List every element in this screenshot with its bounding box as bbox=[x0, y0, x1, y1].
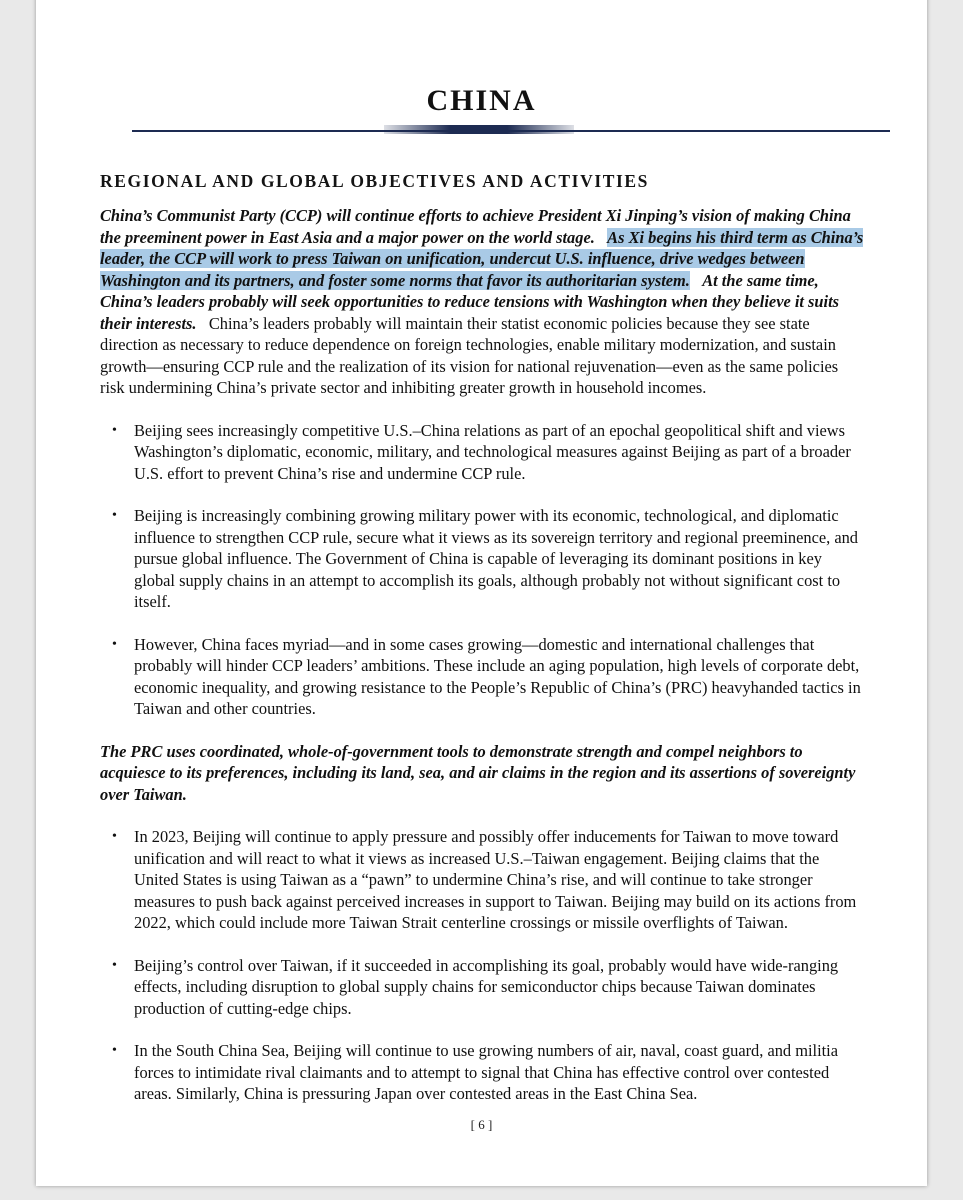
page-number: [ 6 ] bbox=[470, 1117, 493, 1132]
list-item-text: Beijing is increasingly combining growing military power with its economic, technological, and diplomatic influence to strengthen CCP rule, secure what it views as its sovereign territory and regional preeminence, and pursue global influence. The Government of China is capable of leveraging its dominant positions in key global supply chains in an attempt to accomplish its goals, although probably not without significant cost to itself. bbox=[134, 506, 858, 611]
title-rule-accent bbox=[384, 125, 574, 134]
bullet-icon: • bbox=[112, 957, 117, 973]
second-lead-paragraph: The PRC uses coordinated, whole-of-government tools to demonstrate strength and compel neighbors to acquiesce to its preferences, including its land, sea, and air claims in the region and its assertions of sovereignty over Taiwan. bbox=[100, 741, 856, 804]
list-item-text: In 2023, Beijing will continue to apply pressure and possibly offer inducements for Taiwan to move toward unification and will react to what it views as increased U.S.–Taiwan engagement. Beijing claims that the United States is using Taiwan as a “pawn” to undermine China’s rise, and will continue to take stronger measures to push back against perceived increases in support to Taiwan. Beijing may build on its actions from 2022, which could include more Taiwan Strait centerline crossings or missile overflights of Taiwan. bbox=[134, 827, 857, 932]
list-item bbox=[100, 420, 866, 485]
list-item bbox=[100, 505, 866, 613]
bullet-icon: • bbox=[112, 829, 117, 844]
document-page bbox=[36, 0, 927, 1186]
bullet-icon: • bbox=[112, 422, 117, 438]
list-item bbox=[100, 955, 866, 1020]
page-title: CHINA bbox=[426, 84, 537, 117]
bullet-icon: • bbox=[112, 636, 117, 652]
list-item bbox=[100, 826, 866, 934]
list-item-text: Beijing sees increasingly competitive U.S.–China relations as part of an epochal geopolitical shift and views Washington’s diplomatic, economic, military, and technological measures against Beijing as part of a broader U.S. effort to prevent China’s rise and undermine CCP rule. bbox=[134, 420, 851, 483]
body-content bbox=[100, 205, 866, 1105]
list-item-text: However, China faces myriad—and in some cases growing—domestic and international challenges that probably will hinder CCP leaders’ ambitions. These include an aging population, high levels of corporate debt, economic inequality, and growing resistance to the People’s Republic of China’s (PRC) heavyhanded tactics in Taiwan and other countries. bbox=[134, 634, 861, 718]
intro-highlighted-text[interactable]: As Xi begins his third term as China’s leader, the CCP will work to press Taiwan on unification, undercut U.S. influence, drive wedges between Washington and its partners, and foster some norms that favor its authoritarian system. bbox=[100, 227, 864, 290]
bullet-icon: • bbox=[112, 508, 117, 523]
bullet-icon: • bbox=[112, 1043, 117, 1058]
list-item bbox=[100, 634, 866, 720]
intro-paragraph bbox=[100, 205, 866, 399]
bullet-list-1 bbox=[100, 420, 866, 720]
section-heading: REGIONAL AND GLOBAL OBJECTIVES AND ACTIVITIES bbox=[100, 171, 650, 191]
intro-body: China’s leaders probably will maintain their statist economic policies because they see state direction as necessary to reduce dependence on foreign technologies, enable military modernization, and sustain growth—ensuring CCP rule and the realization of its vision for national rejuvenation—even as the same policies risk undermining China’s private sector and inhibiting greater growth in household incomes. bbox=[100, 313, 839, 397]
list-item-text: In the South China Sea, Beijing will continue to use growing numbers of air, naval, coast guard, and militia forces to intimidate rival claimants and to attempt to signal that China has effective control over contested areas. Similarly, China is pressuring Japan over contested areas in the East China Sea. bbox=[134, 1041, 839, 1103]
list-item-text: Beijing’s control over Taiwan, if it succeeded in accomplishing its goal, probably would have wide-ranging effects, including disruption to global supply chains for semiconductor chips because Taiwan dominates production of cutting-edge chips. bbox=[134, 955, 839, 1018]
list-item bbox=[100, 1040, 866, 1105]
bullet-list-2 bbox=[100, 826, 866, 1105]
intro-bold-lead: China’s Communist Party (CCP) will continue efforts to achieve President Xi Jinping’s vision of making China the preeminent power in East Asia and a major power on the world stage. bbox=[100, 206, 851, 247]
intro-bold-tail: At the same time, China’s leaders probably will seek opportunities to reduce tensions with Washington when they believe it suits their interests. bbox=[100, 270, 840, 333]
